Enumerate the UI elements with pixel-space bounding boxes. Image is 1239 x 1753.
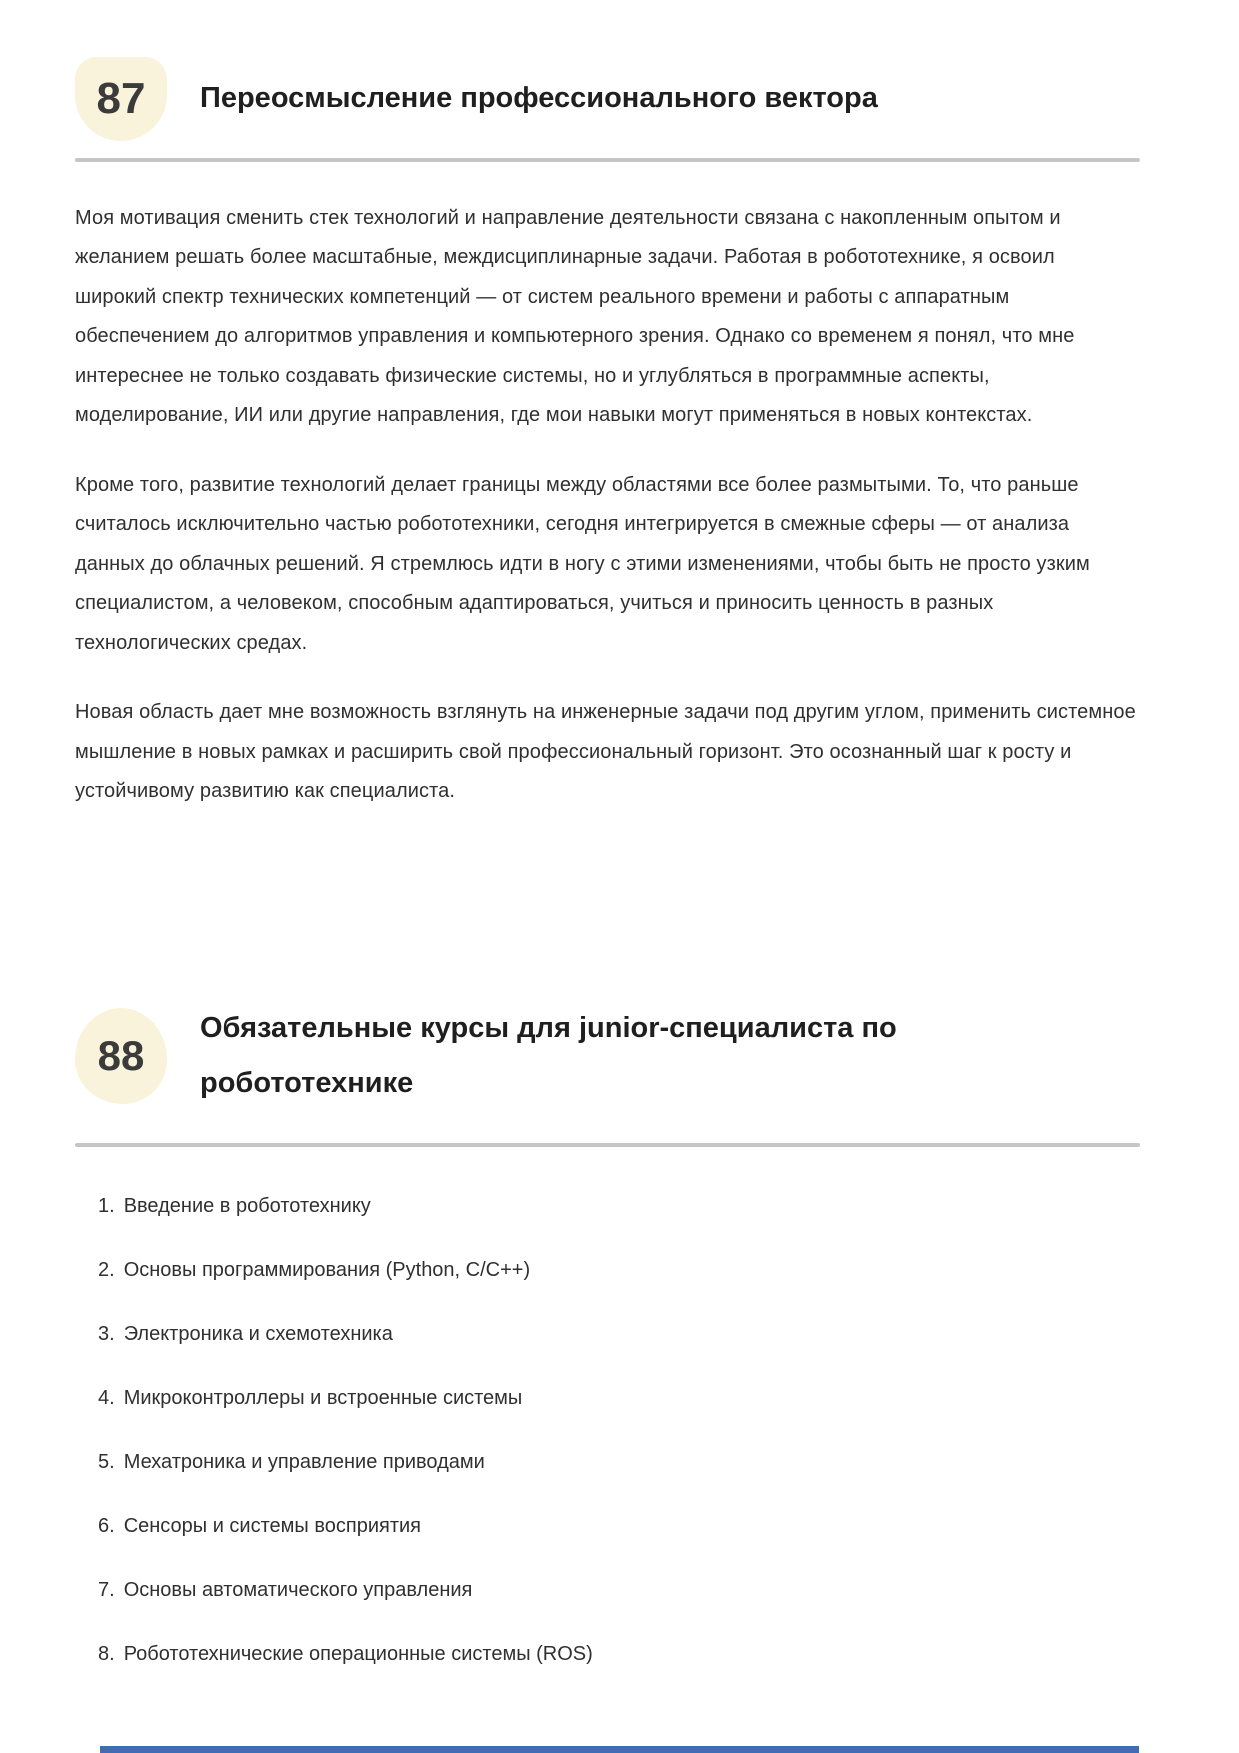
question-title: Обязательные курсы для junior-специалиста по робототехнике [200,1012,897,1100]
course-list-item [98,1449,1140,1476]
course-list-label: Мехатроника и управление приводами [123,1450,485,1473]
answer-paragraph: Новая область дает мне возможность взглянуть на инженерные задачи под другим углом, применить системное мышление в новых рамках и расширить свой профессиональный горизонт. Это осознанный шаг к росту и устойчивому развитию как специалиста. [75,701,1136,803]
page-content [75,52,1140,1705]
question-title: Переосмысление профессионального вектора [200,82,878,115]
course-list-item [98,1513,1140,1540]
course-list-item [98,1385,1140,1412]
course-list-label: Робототехнические операционные системы (ROS) [123,1642,593,1665]
course-list-label: Микроконтроллеры и встроенные системы [123,1386,523,1409]
question-number-badge: 87 [75,57,167,141]
answer-paragraph: Кроме того, развитие технологий делает границы между областями все более размытыми. То, что раньше считалось исключительно частью робототехники, сегодня интегрируется в смежные сферы — от анализа данных до облачных решений. Я стремлюсь идти в ногу с этими изменениями, чтобы быть не просто узким специалистом, а человеком, способным адаптироваться, учиться и приносить ценность в разных технологических средах. [75,473,1090,654]
course-list-label: Введение в робототехнику [123,1194,371,1217]
course-list-label: Электроника и схемотехника [123,1322,393,1345]
course-list-number: 4. [98,1386,115,1409]
qa-section-87 [75,52,1140,812]
qa-section-88 [75,982,1140,1668]
course-list-number: 3. [98,1322,115,1345]
answer-body [75,199,1140,812]
course-list-item [98,1321,1140,1348]
course-list-label: Сенсоры и системы восприятия [123,1514,421,1537]
course-list-item [98,1577,1140,1604]
course-list-number: 1. [98,1194,115,1217]
course-list-label: Основы программирования (Python, C/C++) [123,1258,531,1281]
question-number-badge: 88 [75,1008,167,1104]
question-header-88 [75,982,1140,1131]
course-list-item [98,1193,1140,1220]
course-list-number: 7. [98,1578,115,1601]
divider [75,1143,1140,1147]
question-header-87 [75,52,1140,146]
divider [75,158,1140,162]
course-list-number: 2. [98,1258,115,1281]
bottom-accent-bar [100,1746,1139,1753]
course-list-item [98,1641,1140,1668]
course-list [75,1193,1140,1668]
course-list-number: 8. [98,1642,115,1665]
course-list-item [98,1257,1140,1284]
answer-paragraph: Моя мотивация сменить стек технологий и направление деятельности связана с накопленным опытом и желанием решать более масштабные, междисциплинарные задачи. Работая в робототехнике, я освоил широкий спектр технических компетенций — от систем реального времени и работы с аппаратным обеспечением до алгоритмов управления и компьютерного зрения. Однако со временем я понял, что мне интереснее не только создавать физические системы, но и углубляться в программные аспекты, моделирование, ИИ или другие направления, где мои навыки могут применяться в новых контекстах. [75,206,1075,427]
course-list-label: Основы автоматического управления [123,1578,473,1601]
course-list-number: 5. [98,1450,115,1473]
course-list-number: 6. [98,1514,115,1537]
